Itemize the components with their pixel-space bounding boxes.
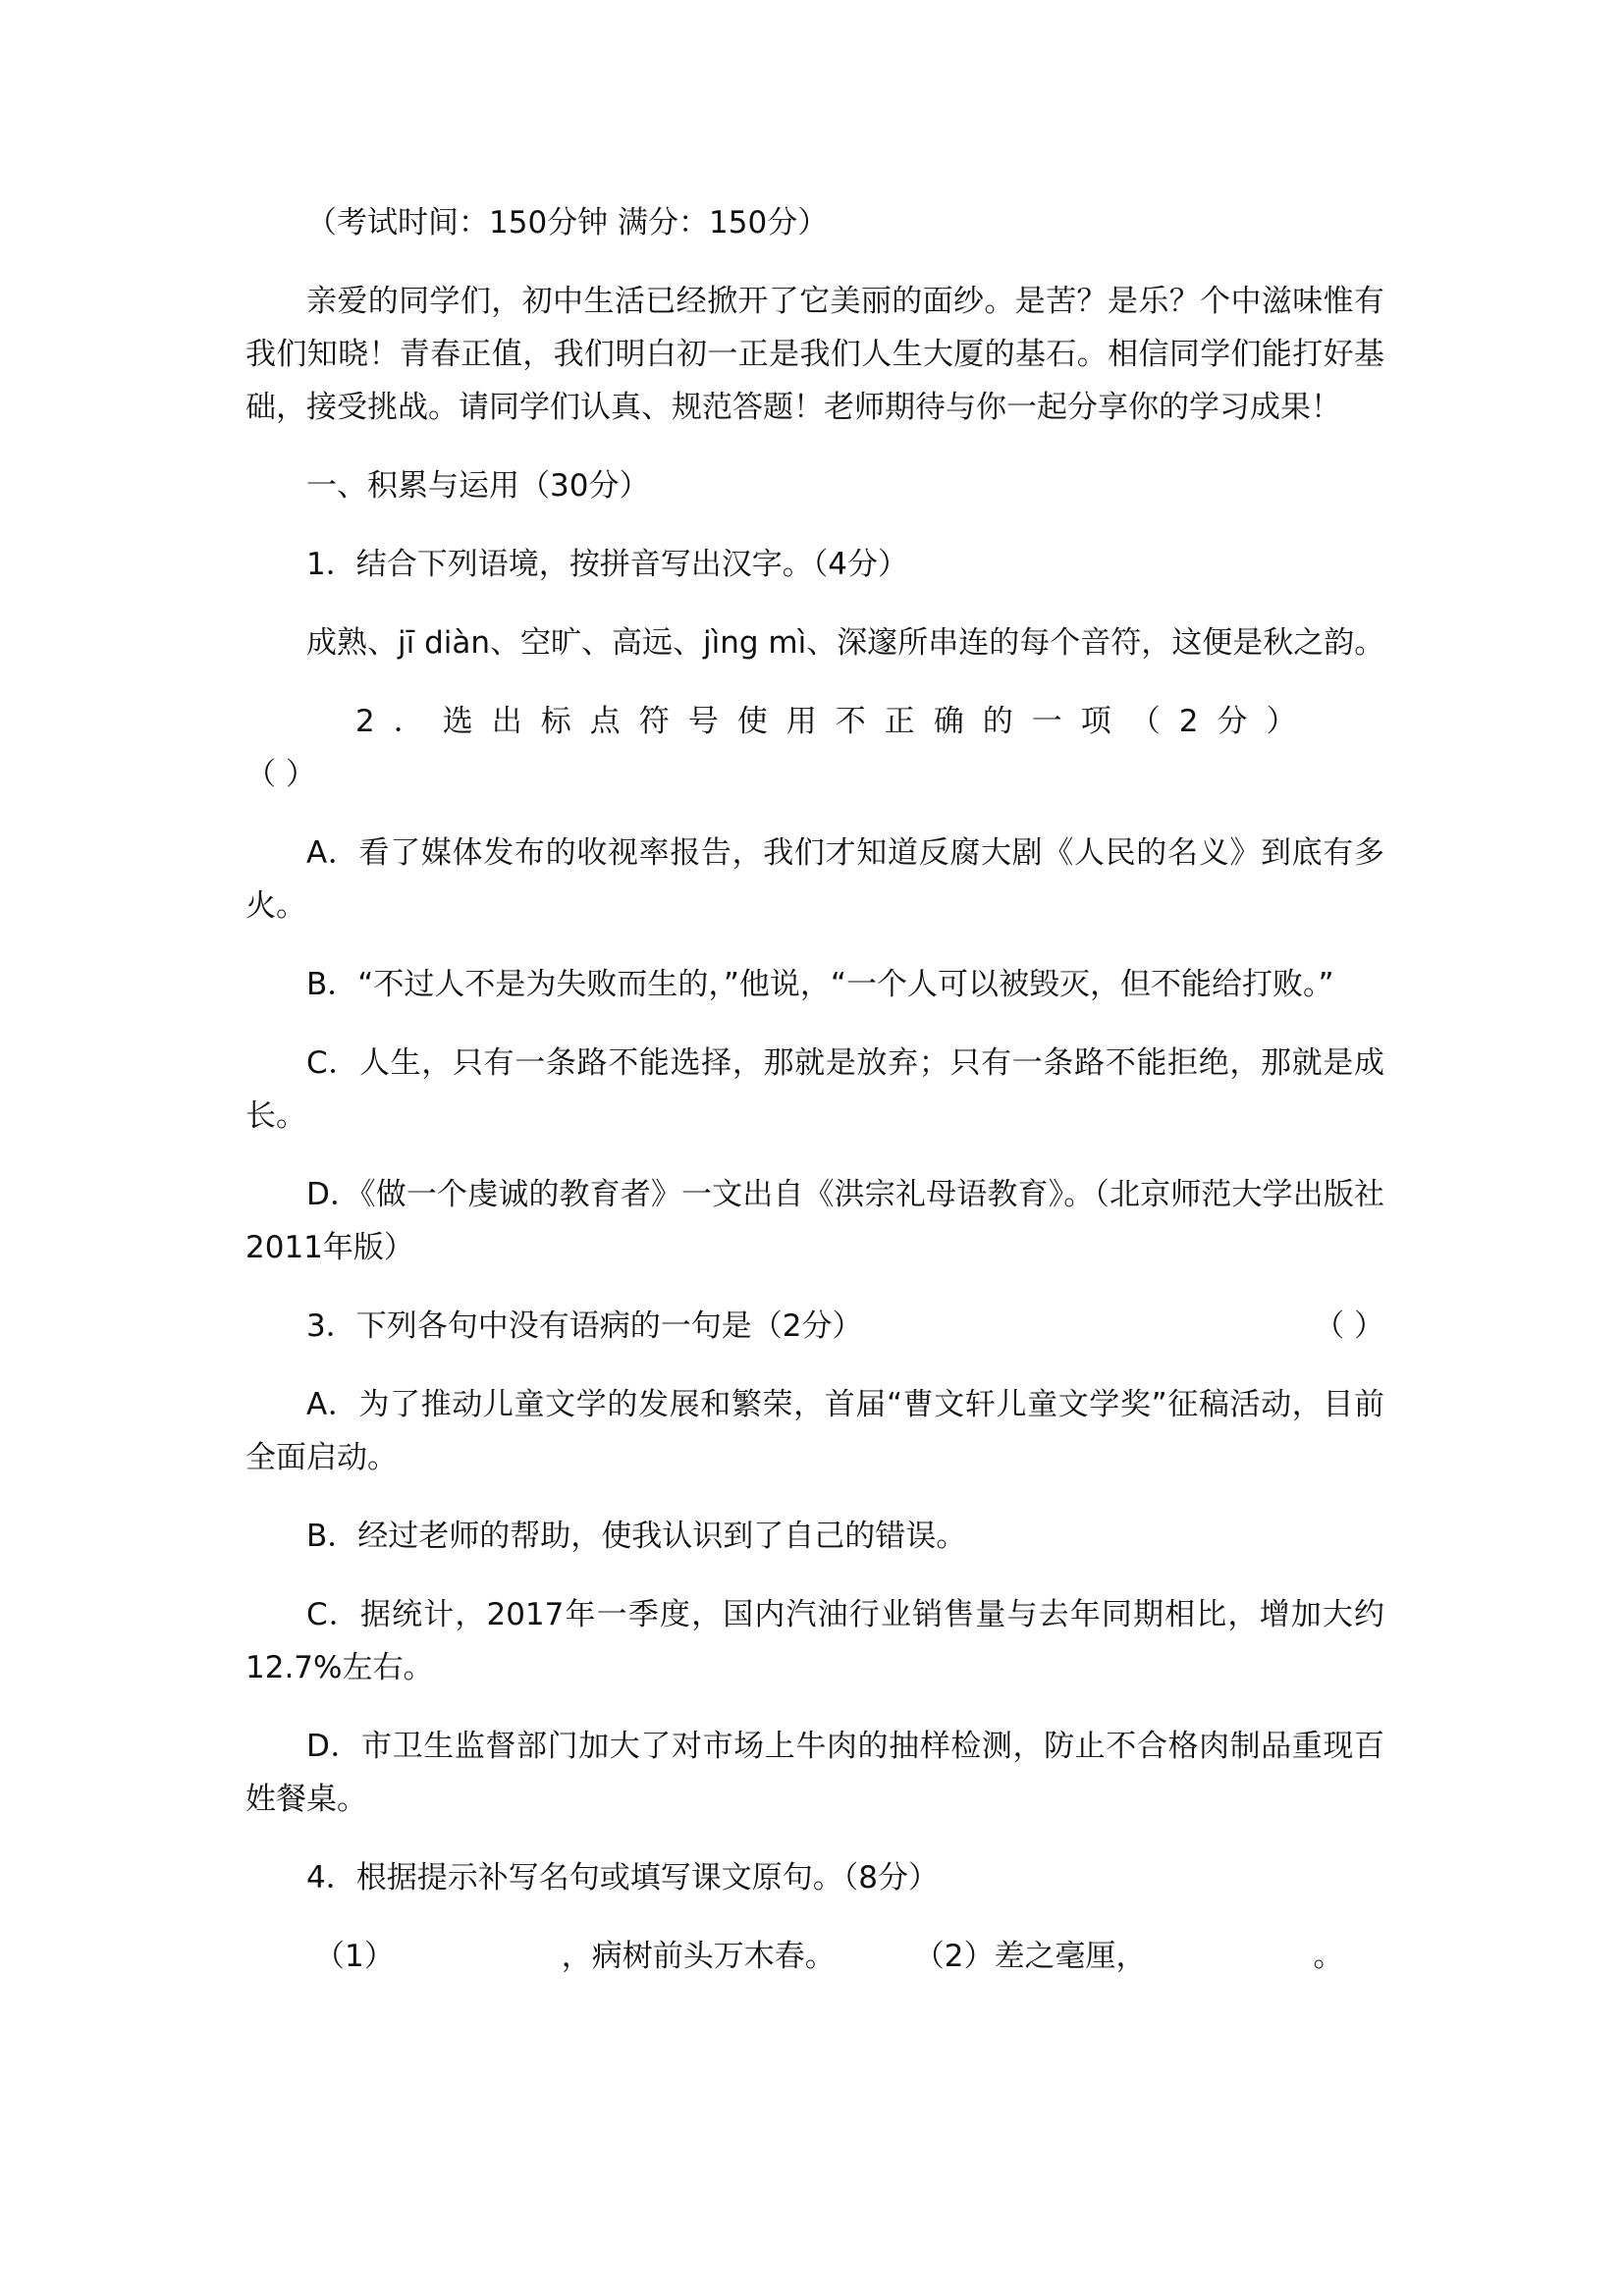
question-3-row: [245, 1300, 1384, 1353]
question-3-option-c: C．据统计，2017年一季度，国内汽油行业销售量与去年同期相比，增加大约12.7%左右。: [245, 1597, 1384, 1685]
question-2-option-b: B．“不过人不是为失败而生的，”他说，“一个人可以被毁灭，但不能给打败。”: [306, 967, 1334, 1002]
question-2-option-d: D．《做一个虔诚的教育者》一文出自《洪宗礼母语教育》。（北京师范大学出版社2011年版）: [245, 1177, 1384, 1265]
question-4-stem: 4．根据提示补写名句或填写课文原句。（8分）: [306, 1860, 939, 1896]
question-4-item-2-number: （2）: [913, 1939, 995, 1974]
question-3-option-d: D．市卫生监督部门加大了对市场上牛肉的抽样检测，防止不合格肉制品重现百姓餐桌。: [245, 1729, 1384, 1817]
question-4-item-2-text: 差之毫厘，: [994, 1939, 1147, 1974]
question-4-fill-row: [245, 1930, 1384, 1983]
exam-content: [245, 196, 1384, 2008]
question-4-item-1-number: （1）: [314, 1939, 395, 1974]
question-3-answer-paren: （ ）: [1314, 1308, 1384, 1344]
question-1-text-content: 成熟、jī diàn、空旷、高远、jìng mì、深邃所串连的每个音符，这便是秋之韵。: [306, 625, 1385, 661]
question-2-option-c: C．人生，只有一条路不能选择，那就是放弃；只有一条路不能拒绝，那就是成长。: [245, 1045, 1384, 1134]
question-3-stem: 3．下列各句中没有语病的一句是（2分）: [306, 1308, 863, 1344]
exam-info: （考试时间：150分钟 满分：150分）: [306, 205, 829, 240]
question-3-option-a: A．为了推动儿童文学的发展和繁荣，首届“曹文轩儿童文学奖”征稿活动，目前全面启动。: [245, 1387, 1384, 1475]
question-2-option-a: A．看了媒体发布的收视率报告，我们才知道反腐大剧《人民的名义》到底有多火。: [245, 835, 1384, 924]
section-title: 一、积累与运用（30分）: [306, 468, 650, 504]
question-2-stem: 2．选出标点符号使用不正确的一项（2分）: [355, 704, 1316, 739]
intro-paragraph: 亲爱的同学们，初中生活已经掀开了它美丽的面纱。是苦？是乐？个中滋味惟有我们知晓！青春正值，我们明白初一正是我们人生大厦的基石。相信同学们能打好基础，接受挑战。请同学们认真、规范答题！老师期待与你一起分享你的学习成果！: [245, 284, 1384, 425]
question-2-answer-paren: （ ）: [245, 757, 316, 792]
question-3-option-b: B．经过老师的帮助，使我认识到了自己的错误。: [306, 1519, 967, 1554]
question-4-item-1-text: ，病树前头万木春。: [561, 1939, 836, 1974]
question-4-item-2-end: 。: [1313, 1939, 1344, 1974]
question-1-stem: 1．结合下列语境，按拼音写出汉字。（4分）: [306, 547, 908, 582]
question-1-text: [245, 616, 1384, 669]
